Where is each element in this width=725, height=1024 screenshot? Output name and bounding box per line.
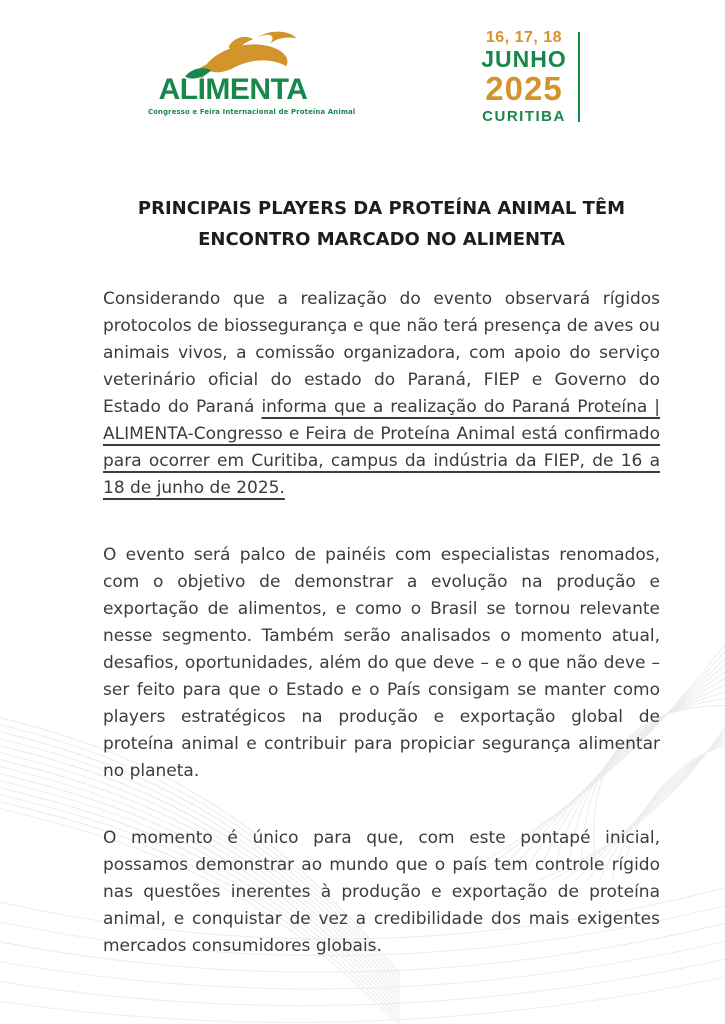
paragraph-1-underlined-text: informa que a realização do Paraná Proteína | ALIMENTA-Congresso e Feira de Proteína Animal está confirmado para ocorrer em Curitiba, campus da indústria da FIEP, de 16 a 18 de junho de 2025.	[103, 397, 660, 498]
event-days: 16, 17, 18	[485, 29, 563, 46]
badge-divider-line	[578, 32, 580, 122]
paragraph-1	[103, 286, 660, 502]
alimenta-logo	[148, 26, 356, 116]
paragraph-3-text: O momento é único para que, com este pontapé inicial, possamos demonstrar ao mundo que o país tem controle rígido nas questões inerentes à produção e exportação de proteína animal, e conquistar de vez a credibilidade dos mais exigentes mercados consumidores globais.	[103, 828, 660, 956]
article-body	[103, 193, 660, 960]
event-date-badge	[480, 28, 580, 126]
article-title: PRINCIPAIS PLAYERS DA PROTEÍNA ANIMAL TÊM ENCONTRO MARCADO NO ALIMENTA	[137, 198, 626, 250]
paragraph-2-text: O evento será palco de painéis com especialistas renomados, com o objetivo de demonstrar a evolução na produção e exportação de alimentos, e como o Brasil se tornou relevante nesse segmento. Também serão analisados o momento atual, desafios, oportunidades, além do que deve – e o que não deve – ser feito para que o Estado e o País consigam se manter como players estratégicos na produção e exportação global de proteína animal e contribuir para propiciar segurança alimentar no planeta.	[103, 545, 660, 781]
livestock-animals-icon	[158, 26, 308, 80]
logo-wordmark: ALIMENTA	[158, 73, 308, 106]
event-month: JUNHO	[481, 46, 567, 72]
event-year: 2025	[485, 70, 563, 107]
logo-tagline: Congresso e Feira Internacional de Proteína Animal	[148, 108, 356, 116]
paragraph-1-text: Considerando que a realização do evento observará rígidos protocolos de biossegurança e que não terá presença de aves ou animais vivos, a comissão organizadora, com apoio do serviço veterinário oficial do estado do Paraná, FIEP e Governo do Estado do Paraná	[103, 289, 660, 417]
paragraph-3	[103, 825, 660, 960]
paragraph-2	[103, 542, 660, 785]
event-city: CURITIBA	[482, 108, 566, 125]
